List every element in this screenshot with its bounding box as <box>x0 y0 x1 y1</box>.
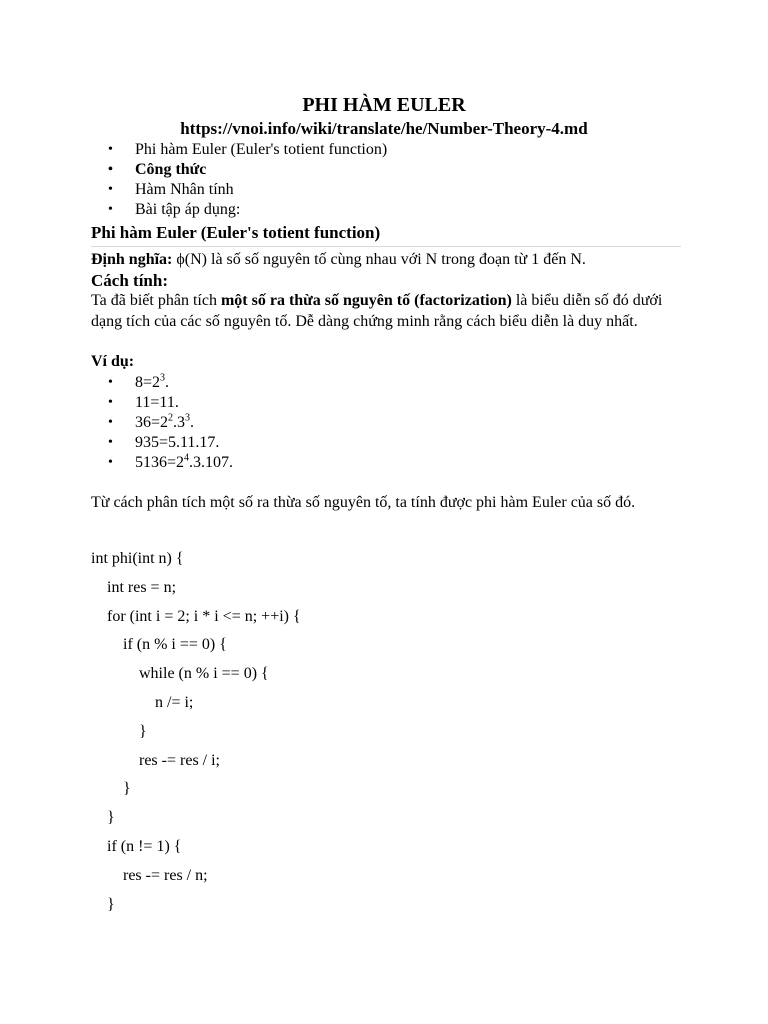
definition-label: Định nghĩa: <box>91 251 173 268</box>
conclusion-paragraph: Từ cách phân tích một số ra thừa số nguyên tố, ta tính được phi hàm Euler của số đó. <box>91 494 636 511</box>
examples-list <box>108 373 233 473</box>
code-line: res -= res / i; <box>91 751 220 769</box>
code-line: res -= res / n; <box>91 866 208 884</box>
code-line: } <box>91 895 115 913</box>
code-line: n /= i; <box>91 693 194 711</box>
table-of-contents <box>108 140 387 220</box>
source-url: https://vnoi.info/wiki/translate/he/Number-Theory-4.md <box>180 119 588 138</box>
page-title: PHI HÀM EULER <box>302 94 466 116</box>
example-item: • $8=2^3$. <box>108 373 233 393</box>
toc-item-exercises: • Bài tập áp dụng: <box>108 200 387 220</box>
phi-symbol: ϕ <box>176 251 185 268</box>
code-line: for (int i = 2; i * i <= n; ++i) { <box>91 607 301 625</box>
code-line: int phi(int n) { <box>91 550 184 567</box>
code-line: if (n != 1) { <box>91 837 182 855</box>
examples-heading: Ví dụ: <box>91 353 135 370</box>
code-block <box>91 548 301 922</box>
toc-item-totient: • Phi hàm Euler (Euler's totient function) <box>108 140 387 160</box>
definition-line <box>91 250 586 270</box>
example-item: • 935=5.11.17. <box>108 433 233 453</box>
code-line: int res = n; <box>91 578 177 596</box>
method-paragraph <box>91 290 681 332</box>
toc-item-multiplicative: • Hàm Nhân tính <box>108 180 387 200</box>
section-divider <box>91 246 681 247</box>
method-text-phan-tich: phân tích <box>157 292 217 309</box>
section-heading: Phi hàm Euler (Euler's totient function) <box>91 223 381 242</box>
example-item: • $5136=2^4.3.107$. <box>108 453 233 473</box>
code-line: if (n % i == 0) { <box>91 636 227 654</box>
method-heading: Cách tính: <box>91 271 168 290</box>
code-line: } <box>91 809 115 827</box>
example-item: • 11=11. <box>108 393 233 413</box>
method-text-after: là biểu diễn số đó dưới dạng tích của các số nguyên tố. Dễ dàng chứng minh rằng cách biểu diễn là duy nhất. <box>91 292 663 330</box>
definition-text: (N) là số số nguyên tố cùng nhau với N trong đoạn từ 1 đến N. <box>184 251 586 268</box>
code-line: while (n % i == 0) { <box>91 665 269 683</box>
code-line: } <box>91 722 147 740</box>
example-item: • $36=2^2.3^3$. <box>108 413 233 433</box>
toc-item-formula: • Công thức <box>108 160 387 180</box>
method-text-before: Ta đã biết <box>91 292 158 309</box>
method-text-bold: một số ra thừa số nguyên tố (factorization) <box>216 292 512 309</box>
code-line: } <box>91 780 131 798</box>
